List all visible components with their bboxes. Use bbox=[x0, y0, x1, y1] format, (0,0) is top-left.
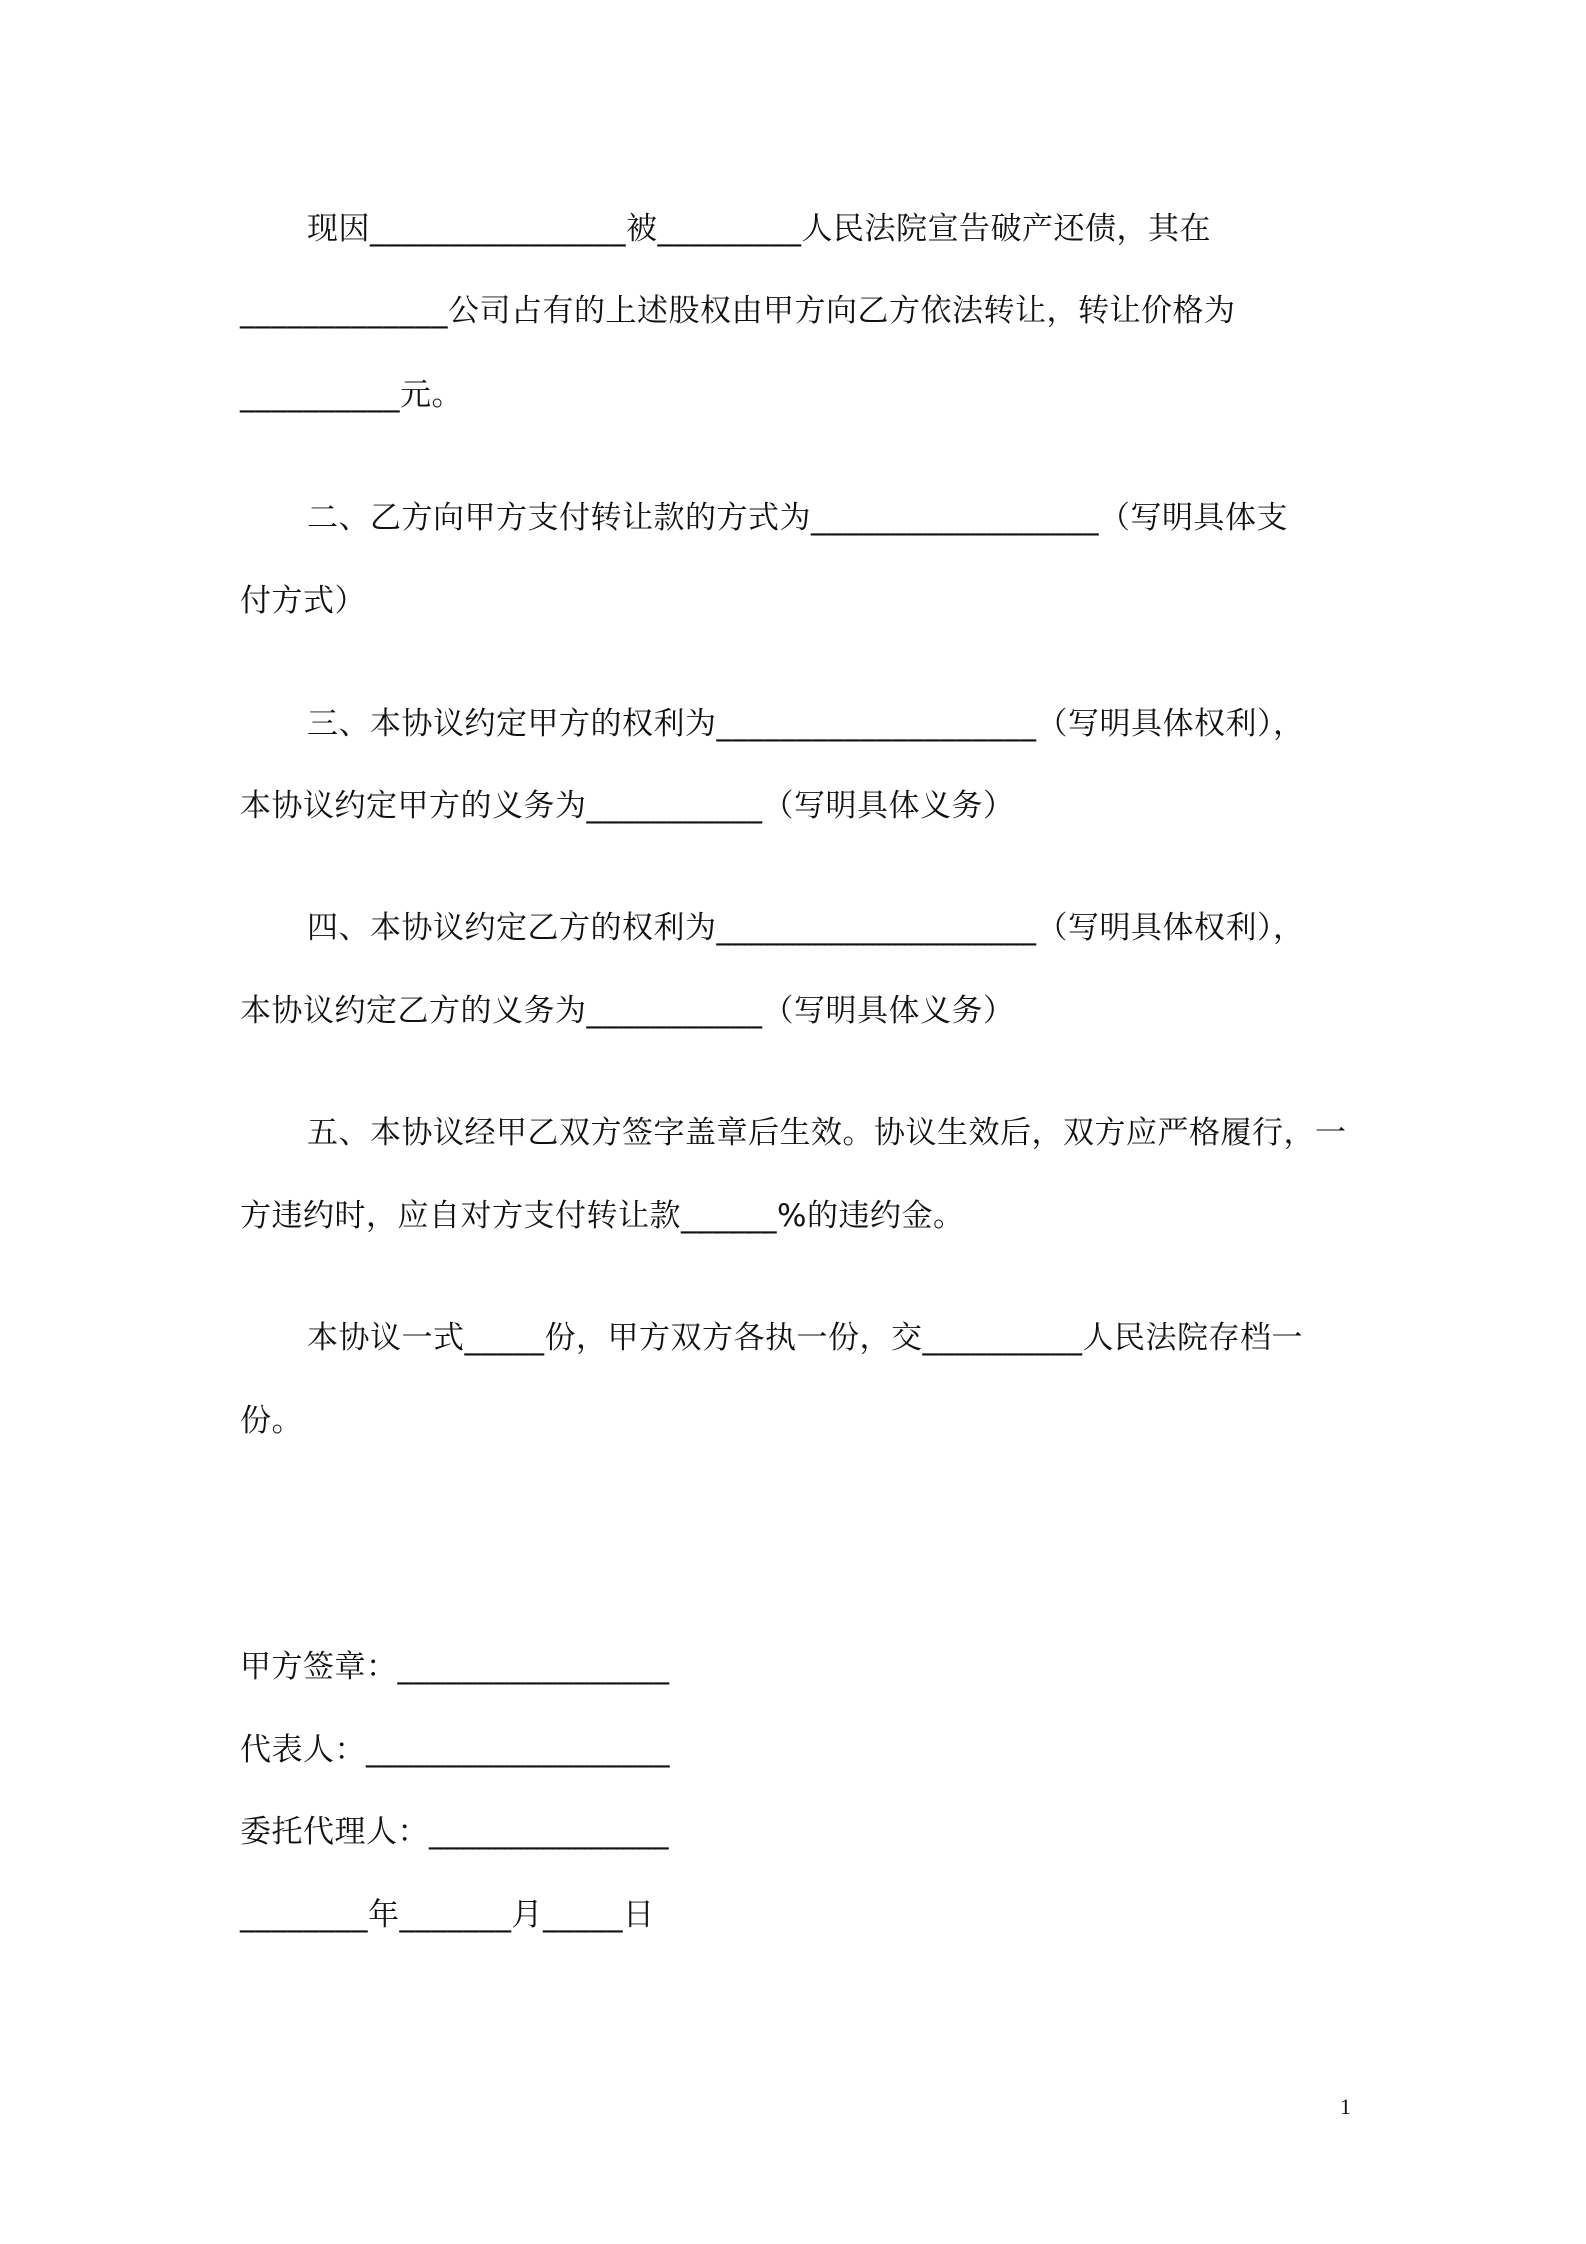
paragraph-1-line-2: _____________公司占有的上述股权由甲方向乙方依法转让，转让价格为 bbox=[240, 293, 1236, 329]
paragraph-1-line-3: __________元。 bbox=[240, 377, 463, 413]
date-line: ________年_______月_____日 bbox=[240, 1897, 655, 1933]
paragraph-5-line-2: 方违约时，应自对方支付转让款______%的违约金。 bbox=[240, 1198, 965, 1234]
paragraph-3-line-2: 本协议约定甲方的义务为___________（写明具体义务） bbox=[240, 788, 1015, 824]
party-a-seal-line: 甲方签章：_________________ bbox=[240, 1649, 670, 1685]
paragraph-4-line-1: 四、本协议约定乙方的权利为____________________（写明具体权利）， bbox=[307, 910, 1305, 946]
paragraph-4-line-2: 本协议约定乙方的义务为___________（写明具体义务） bbox=[240, 993, 1015, 1029]
page-number: 1 bbox=[1340, 2094, 1351, 2119]
paragraph-5-line-1: 五、本协议经甲乙双方签字盖章后生效。协议生效后，双方应严格履行，一 bbox=[307, 1115, 1347, 1151]
paragraph-2-line-1: 二、乙方向甲方支付转让款的方式为__________________（写明具体支 bbox=[307, 500, 1288, 536]
paragraph-3-line-1: 三、本协议约定甲方的权利为____________________（写明具体权利）， bbox=[307, 706, 1305, 742]
paragraph-1-line-1: 现因________________被_________人民法院宣告破产还债，其在 bbox=[307, 211, 1211, 247]
agent-line: 委托代理人：_______________ bbox=[240, 1814, 669, 1850]
paragraph-6-line-1: 本协议一式_____份，甲方双方各执一份，交__________人民法院存档一 bbox=[307, 1320, 1303, 1356]
paragraph-6-line-2: 份。 bbox=[240, 1403, 303, 1439]
paragraph-2-line-2: 付方式） bbox=[240, 583, 366, 619]
representative-line: 代表人：___________________ bbox=[240, 1732, 670, 1768]
